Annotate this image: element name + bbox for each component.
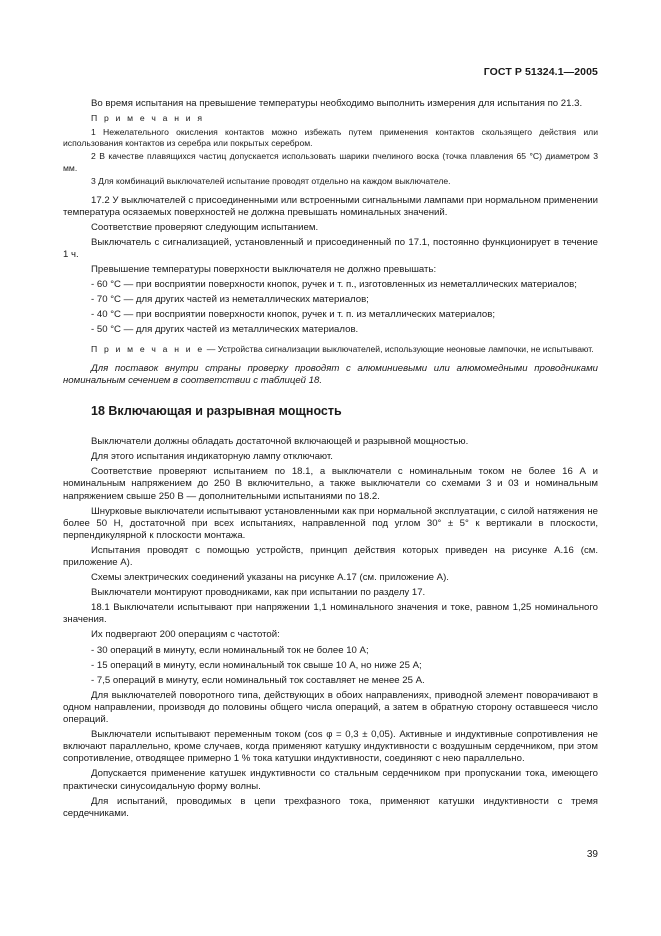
document-body bbox=[63, 98, 598, 823]
limit-item: - 70 °С — для других частей из неметаллических материалов; bbox=[91, 294, 369, 306]
limit-item: - 60 °С — при восприятии поверхности кнопок, ручек и т. п., изготовленных из неметаллических материалов; bbox=[91, 279, 577, 291]
limit-item: - 40 °С — при восприятии поверхности кнопок, ручек и т. п. из металлических материалов; bbox=[91, 309, 496, 321]
paragraph: Шнурковые выключатели испытывают установленными как при нормальной эксплуатации, с силой натяжения не более 50 Н, достаточной при всех испытаниях, направленной под углом 30° ± 5° к вертикали в плоскости, перпендикулярной к плоскости монтажа. bbox=[63, 505, 598, 541]
notes-title: П р и м е ч а н и я bbox=[91, 113, 205, 124]
paragraph-18-1: 18.1 Выключатели испытывают при напряжении 1,1 номинального значения и токе, равном 1,25 номинального значения. bbox=[63, 602, 598, 626]
paragraph: Выключатели монтируют проводниками, как при испытании по разделу 17. bbox=[91, 587, 426, 599]
paragraph: Для этого испытания индикаторную лампу отключают. bbox=[91, 451, 333, 463]
paragraph: Соответствие проверяют испытанием по 18.1, а выключатели с номинальным током не более 16 А и номинальным напряжением до 250 В включительно, а также выключатели со схемами 3 и 03 и номинальным напряжением свыше 250 В — дополнительными испытаниями по 18.2. bbox=[63, 466, 598, 502]
note-neon-text: — Устройства сигнализации выключателей, использующие неоновые лампочки, не испытывают. bbox=[204, 344, 594, 355]
page-number: 39 bbox=[586, 849, 598, 860]
paragraph-temp-limits: Превышение температуры поверхности выключателя не должно превышать: bbox=[91, 264, 437, 275]
paragraph: Выключатели должны обладать достаточной включающей и разрывной мощностью. bbox=[91, 436, 469, 448]
paragraph: Схемы электрических соединений указаны на рисунке А.17 (см. приложение А). bbox=[91, 572, 449, 584]
note-2: 2 В качестве плавящихся частиц допускается использовать шарики пчелиного воска (точка плавления 65 °С) диаметром 3 мм. bbox=[63, 151, 598, 173]
rate-item: - 30 операций в минуту, если номинальный ток не более 10 А; bbox=[91, 644, 369, 656]
rate-item: - 15 операций в минуту, если номинальный ток свыше 10 А, но ниже 25 А; bbox=[91, 659, 422, 671]
paragraph-domestic-supply: Для поставок внутри страны проверку проводят с алюминиевыми или алюмомедными проводниками номинальным сечением в соответствии с таблицей 18. bbox=[63, 362, 598, 386]
paragraph: Испытания проводят с помощью устройств, принцип действия которых приведен на рисунке А.16 (см. приложение А). bbox=[63, 544, 598, 568]
paragraph: Их подвергают 200 операциям с частотой: bbox=[91, 629, 280, 641]
note-1: 1 Нежелательного окисления контактов можно избежать путем применения контактов скользящего действия или использования контактов из серебра или покрытых серебром. bbox=[63, 126, 598, 148]
paragraph-17-2: 17.2 У выключателей с присоединенными или встроенными сигнальными лампами при нормальном применении температура осязаемых поверхностей не должна превышать номинальных значений. bbox=[63, 194, 598, 218]
note-label: П р и м е ч а н и е bbox=[91, 344, 205, 355]
note-neon bbox=[63, 344, 598, 355]
standard-id-header: ГОСТ Р 51324.1—2005 bbox=[483, 66, 598, 78]
paragraph: Для испытаний, проводимых в цепи трехфазного тока, применяют катушки индуктивности с тремя сердечниками. bbox=[63, 795, 598, 819]
note-3: 3 Для комбинаций выключателей испытание проводят отдельно на каждом выключателе. bbox=[91, 176, 451, 187]
rate-item: - 7,5 операций в минуту, если номинальный ток составляет не менее 25 А. bbox=[91, 674, 425, 686]
paragraph: Допускается применение катушек индуктивности со стальным сердечником при пропускании тока, имеющего практически синусоидальную форму волны. bbox=[63, 768, 598, 792]
paragraph-signal: Выключатель с сигнализацией, установленный и присоединенный по 17.1, постоянно функционирует в течение 1 ч. bbox=[63, 236, 598, 260]
paragraph-measurements: Во время испытания на превышение температуры необходимо выполнить измерения для испытания по 21.3. bbox=[91, 98, 583, 109]
paragraph: Выключатели испытывают переменным током (cos φ = 0,3 ± 0,05). Активные и индуктивные сопротивления не включают параллельно, кроме случаев, когда применяют катушку индуктивности с воздушным сердечником, при этом сопротивление, отводящее примерно 1 % тока катушки индуктивности, соединяют с нею параллельно. bbox=[63, 729, 598, 765]
limit-item: - 50 °С — для других частей из металлических материалов. bbox=[91, 324, 359, 336]
section-18-heading: 18 Включающая и разрывная мощность bbox=[91, 404, 342, 419]
paragraph: Для выключателей поворотного типа, действующих в обоих направлениях, приводной элемент поворачивают в одном направлении, производя до половины общего числа операций, а затем в обратную сторону оставшееся число операций. bbox=[63, 689, 598, 726]
paragraph-check: Соответствие проверяют следующим испытанием. bbox=[91, 221, 319, 233]
